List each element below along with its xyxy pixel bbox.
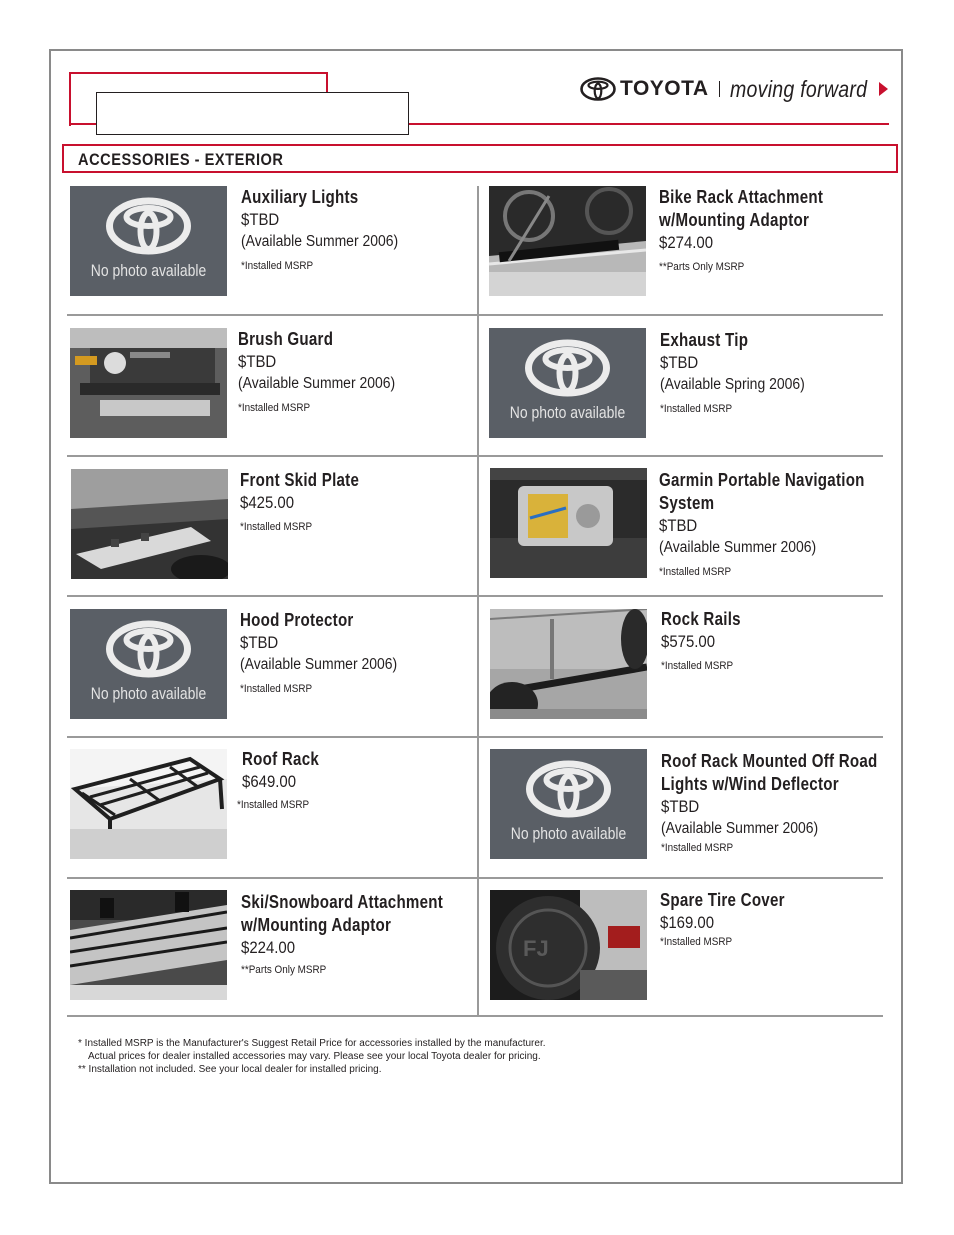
accessory-item [240,469,466,535]
footnote-line: Actual prices for dealer installed accessories may vary. Please see your local Toyota dealer for pricing. [88,1051,541,1062]
item-msrp-note: *Installed MSRP [238,402,311,414]
item-price: $224.00 [241,938,296,957]
item-price: $TBD [238,352,277,371]
item-name: Hood Protector [240,610,354,630]
no-photo-image [490,749,647,859]
toyota-logo-icon [580,77,616,101]
accessory-item [240,609,466,697]
toyota-brand [580,74,888,104]
brand-tagline: moving forward [729,75,867,102]
item-availability: (Available Summer 2006) [661,820,819,837]
section-title-text: ACCESSORIES - EXTERIOR [78,150,284,169]
item-name: Roof Rack [242,749,320,769]
row-divider [479,595,883,597]
item-name: Front Skid Plate [240,470,360,490]
fj-emblem: FJ [523,936,549,961]
accessory-item [660,889,886,950]
item-name: Rock Rails [661,609,741,629]
item-price: $TBD [660,353,699,372]
item-price: $TBD [661,797,700,816]
item-name: Spare Tire Cover [660,890,785,910]
garmin-photo [490,468,647,578]
no-photo-label: No photo available [90,684,207,703]
item-availability: (Available Spring 2006) [660,376,805,393]
bike-rack-photo [489,186,646,296]
accessory-item [238,328,464,416]
toyota-wordmark: TOYOTA [620,77,709,100]
item-price: $TBD [241,210,280,229]
item-name: Roof Rack Mounted Off Road Lights w/Wind Deflector [661,751,878,794]
item-availability: (Available Summer 2006) [241,233,399,250]
accessory-item [661,750,887,856]
item-availability: (Available Summer 2006) [240,656,398,673]
accessory-item [241,186,467,274]
item-name: Brush Guard [238,329,334,349]
row-divider [67,314,477,316]
item-msrp-note: *Installed MSRP [661,660,734,672]
item-msrp-note: *Installed MSRP [241,260,314,272]
skid-plate-photo [71,469,228,579]
no-photo-label: No photo available [510,824,627,843]
accessory-item [241,891,467,978]
item-availability: (Available Summer 2006) [238,375,396,392]
accessory-item [659,469,885,580]
row-divider [67,1015,883,1017]
row-divider [67,595,477,597]
row-divider [479,314,883,316]
row-divider [67,736,477,738]
item-name: Auxiliary Lights [241,187,359,207]
row-divider [67,877,477,879]
item-price: $TBD [240,633,279,652]
item-availability: (Available Summer 2006) [659,539,817,556]
spare-tire-photo [490,890,647,1000]
item-msrp-note: *Installed MSRP [661,842,734,854]
header-title-box [96,92,409,135]
brand-separator [719,81,720,97]
item-price: $169.00 [660,913,715,932]
no-photo-image [489,328,646,438]
item-msrp-note: *Installed MSRP [660,936,733,948]
no-photo-image [70,609,227,719]
item-name: Ski/Snowboard Attachment w/Mounting Adaptor [241,892,444,935]
row-divider [67,455,477,457]
accessory-item [242,748,468,793]
no-photo-image [70,186,227,296]
footnote-line: * Installed MSRP is the Manufacturer's Suggest Retail Price for accessories installed by the manufacturer. [78,1038,546,1049]
item-price: $649.00 [242,772,297,791]
item-msrp-note: *Installed MSRP [659,566,732,578]
item-msrp-note: *Installed MSRP [240,683,313,695]
row-divider [479,455,883,457]
item-price: $274.00 [659,233,714,252]
ski-rack-photo [70,890,227,1000]
no-photo-label: No photo available [90,261,207,280]
footnote-line: ** Installation not included. See your local dealer for installed pricing. [78,1064,382,1075]
row-divider [479,736,883,738]
item-name: Garmin Portable Navigation System [659,470,865,513]
item-msrp-note: *Installed MSRP [240,521,313,533]
section-title [62,144,898,173]
red-arrow-icon [879,82,888,96]
column-divider [477,186,479,1016]
footnotes [78,1037,546,1076]
item-price: $425.00 [240,493,295,512]
accessory-item [661,608,887,674]
item-msrp-note: **Parts Only MSRP [659,261,745,273]
brush-guard-photo [70,328,227,438]
item-msrp-note: **Parts Only MSRP [241,964,327,976]
accessory-item [659,186,885,275]
roof-rack-photo [70,749,227,859]
item-price: $TBD [659,516,698,535]
no-photo-label: No photo available [509,403,626,422]
item-msrp-note: *Installed MSRP [237,799,310,811]
accessory-item [660,329,886,417]
item-name: Bike Rack Attachment w/Mounting Adaptor [659,187,824,230]
item-name: Exhaust Tip [660,330,749,350]
item-msrp-note: *Installed MSRP [660,403,733,415]
row-divider [479,877,883,879]
rock-rails-photo [490,609,647,719]
item-price: $575.00 [661,632,716,651]
